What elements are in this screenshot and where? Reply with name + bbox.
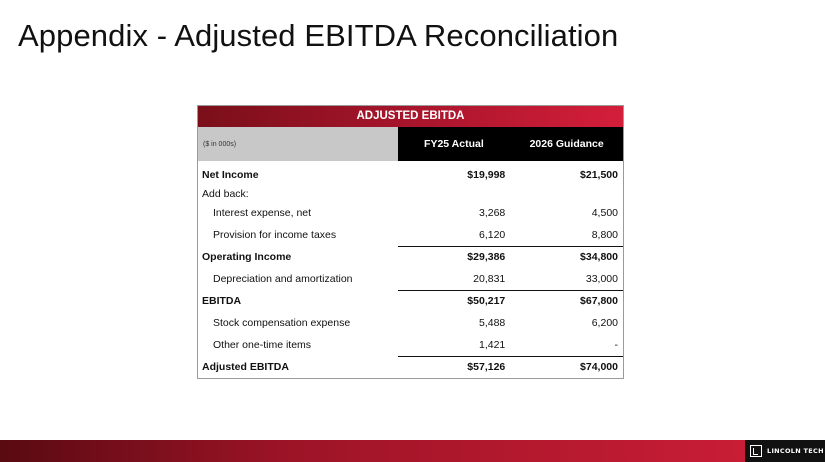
table-row-add-back: [198, 186, 623, 202]
table-row-adjusted-ebitda: [198, 356, 623, 378]
row-value-2026: 4,500: [591, 207, 618, 219]
lincoln-tech-logo-icon: [750, 445, 762, 457]
row-value-2026: $34,800: [510, 246, 623, 268]
row-value-2026: $21,500: [580, 169, 618, 181]
logo-text: LINCOLN TECH: [767, 447, 824, 455]
table-banner: ADJUSTED EBITDA: [198, 106, 623, 127]
row-label: Add back:: [202, 188, 249, 200]
row-value-fy25: $19,998: [467, 169, 506, 181]
row-label: EBITDA: [202, 295, 242, 307]
brand-logo: [745, 440, 825, 462]
row-label: Depreciation and amortization: [213, 273, 353, 285]
row-label: Stock compensation expense: [213, 317, 351, 329]
ebitda-table: [197, 105, 624, 379]
row-value-2026: 33,000: [585, 273, 618, 285]
table-row-net-income: [198, 164, 623, 186]
row-value-2026: $74,000: [510, 356, 623, 378]
table-row-depreciation: [198, 268, 623, 290]
row-value-fy25: 1,421: [478, 339, 506, 351]
row-label: Other one-time items: [213, 339, 312, 351]
row-label: Operating Income: [202, 251, 292, 263]
table-row-ebitda: [198, 290, 623, 312]
row-value-fy25: 6,120: [478, 229, 506, 241]
table-header-row: [198, 127, 623, 161]
column-header-fy25: FY25 Actual: [398, 127, 511, 161]
table-row-operating-income: [198, 246, 623, 268]
row-value-2026: -: [614, 339, 618, 351]
row-label: Adjusted EBITDA: [202, 361, 289, 373]
table-row-stock-comp: [198, 312, 623, 334]
row-label: Provision for income taxes: [213, 229, 337, 241]
row-value-fy25: $29,386: [398, 246, 511, 268]
row-label: Interest expense, net: [213, 207, 312, 219]
table-body: [198, 161, 623, 378]
row-value-fy25: 20,831: [473, 273, 506, 285]
row-value-fy25: $57,126: [398, 356, 511, 378]
table-row-taxes: [198, 224, 623, 246]
row-value-2026: 8,800: [591, 229, 618, 241]
footer-bar: [0, 440, 745, 462]
units-label: ($ in 000s): [198, 127, 398, 161]
page-title: Appendix - Adjusted EBITDA Reconciliation: [18, 18, 619, 53]
table-row-one-time: [198, 334, 623, 356]
row-value-fy25: 5,488: [478, 317, 506, 329]
column-header-2026: 2026 Guidance: [510, 127, 623, 161]
row-value-fy25: 3,268: [478, 207, 506, 219]
row-label: Net Income: [202, 169, 259, 181]
row-value-fy25: $50,217: [398, 290, 511, 312]
table-row-interest: [198, 202, 623, 224]
row-value-2026: $67,800: [510, 290, 623, 312]
row-value-2026: 6,200: [591, 317, 618, 329]
